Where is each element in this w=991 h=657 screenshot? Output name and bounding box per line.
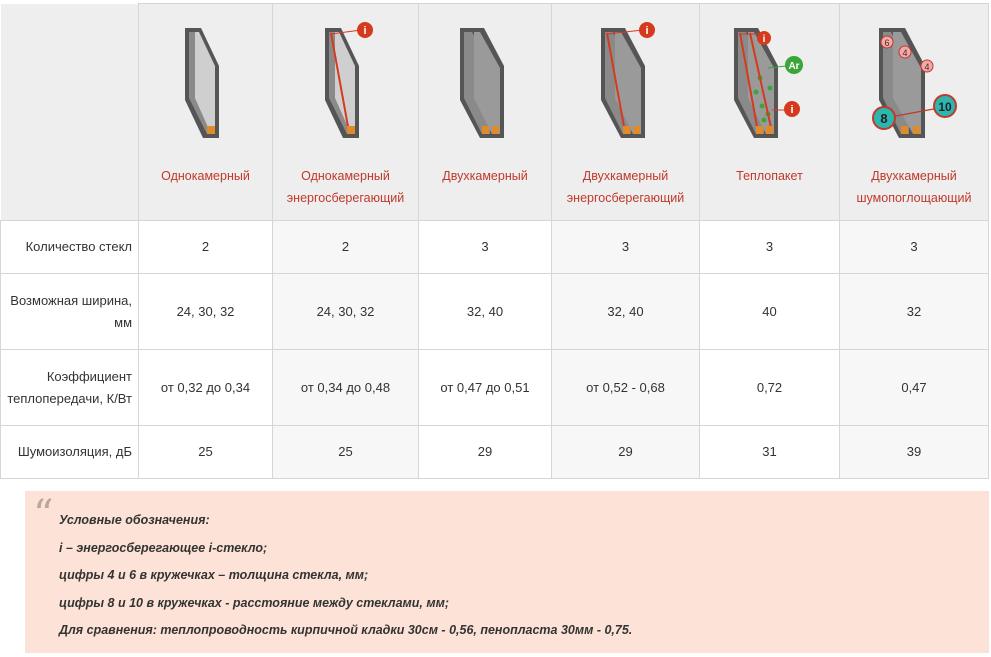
column-header-2 bbox=[273, 4, 419, 221]
i-glass-icon: i bbox=[789, 104, 794, 116]
i-glass-icon: i bbox=[762, 34, 765, 45]
table-cell: 39 bbox=[840, 426, 989, 479]
glass-unit-double-icon bbox=[440, 18, 530, 148]
comparison-table bbox=[0, 3, 989, 479]
column-header-3 bbox=[419, 4, 552, 221]
row-label: Шумоизоляция, дБ bbox=[1, 426, 139, 479]
legend-lines bbox=[59, 507, 632, 645]
table-cell: от 0,32 до 0,34 bbox=[139, 350, 273, 426]
table-cell: 0,72 bbox=[700, 350, 840, 426]
glass-unit-icon bbox=[161, 18, 251, 148]
table-row bbox=[1, 426, 989, 479]
table-row bbox=[1, 274, 989, 350]
table-cell: 2 bbox=[139, 221, 273, 274]
table-cell: 29 bbox=[419, 426, 552, 479]
legend-line: Для сравнения: теплопроводность кирпичной кладки 30см - 0,56, пенопласта 30мм - 0,75. bbox=[59, 623, 633, 637]
argon-icon: Ar bbox=[787, 61, 800, 72]
table-cell: от 0,52 - 0,68 bbox=[552, 350, 700, 426]
table-cell: 3 bbox=[419, 221, 552, 274]
table-cell: 25 bbox=[139, 426, 273, 479]
column-title: Однокамерный bbox=[161, 169, 250, 183]
legend-title: Условные обозначения: bbox=[59, 513, 210, 527]
table-cell: от 0,47 до 0,51 bbox=[419, 350, 552, 426]
table-cell: 3 bbox=[700, 221, 840, 274]
column-header-6 bbox=[840, 4, 989, 221]
i-glass-icon: i bbox=[644, 25, 649, 37]
column-title: Двухкамерный bbox=[442, 169, 528, 183]
legend-line: цифры 8 и 10 в кружечках - расстояние между стеклами, мм; bbox=[59, 595, 450, 610]
glass-unit-thermo-icon bbox=[720, 18, 820, 148]
column-header-4 bbox=[552, 4, 700, 221]
table-cell: от 0,34 до 0,48 bbox=[273, 350, 419, 426]
column-header-1 bbox=[139, 4, 273, 221]
table-cell: 0,47 bbox=[840, 350, 989, 426]
table-row bbox=[1, 221, 989, 274]
table-cell: 32, 40 bbox=[552, 274, 700, 350]
gap-8-icon: 8 bbox=[880, 111, 888, 126]
column-title: Двухкамерный энергосберегающий bbox=[566, 169, 685, 205]
table-cell: 24, 30, 32 bbox=[273, 274, 419, 350]
table-cell: 31 bbox=[700, 426, 840, 479]
gap-10-icon: 10 bbox=[938, 100, 952, 114]
legend-line: i – энергосберегающее i-стекло; bbox=[59, 540, 268, 555]
thickness-4-icon: 4 bbox=[924, 62, 930, 72]
legend-line: цифры 4 и 6 в кружечках – толщина стекла, мм; bbox=[59, 568, 369, 582]
column-title: Однокамерный энергосберегающий bbox=[286, 169, 405, 205]
row-label: Возможная ширина, мм bbox=[1, 274, 139, 350]
table-cell: 2 bbox=[273, 221, 419, 274]
glass-unit-double-energy-icon bbox=[581, 18, 671, 148]
table-cell: 24, 30, 32 bbox=[139, 274, 273, 350]
table-cell: 3 bbox=[840, 221, 989, 274]
quote-icon: “ bbox=[33, 492, 54, 538]
row-label: Коэффициент теплопередачи, К/Вт bbox=[1, 350, 139, 426]
table-cell: 29 bbox=[552, 426, 700, 479]
column-title: Теплопакет bbox=[736, 169, 803, 183]
table-cell: 32, 40 bbox=[419, 274, 552, 350]
row-label: Количество стекл bbox=[1, 221, 139, 274]
table-cell: 25 bbox=[273, 426, 419, 479]
column-title: Двухкамерный шумопоглощающий bbox=[856, 169, 972, 205]
table-cell: 3 bbox=[552, 221, 700, 274]
glass-unit-energy-icon bbox=[301, 18, 391, 148]
header-row bbox=[1, 4, 989, 221]
thickness-4-icon: 4 bbox=[902, 48, 908, 58]
i-glass-icon: i bbox=[362, 25, 367, 37]
table-cell: 40 bbox=[700, 274, 840, 350]
column-header-5 bbox=[700, 4, 840, 221]
thickness-6-icon: 6 bbox=[884, 38, 890, 48]
glass-unit-acoustic-icon bbox=[859, 18, 969, 148]
table-cell: 32 bbox=[840, 274, 989, 350]
legend-box bbox=[25, 491, 989, 653]
table-row bbox=[1, 350, 989, 426]
corner-cell bbox=[1, 4, 139, 221]
